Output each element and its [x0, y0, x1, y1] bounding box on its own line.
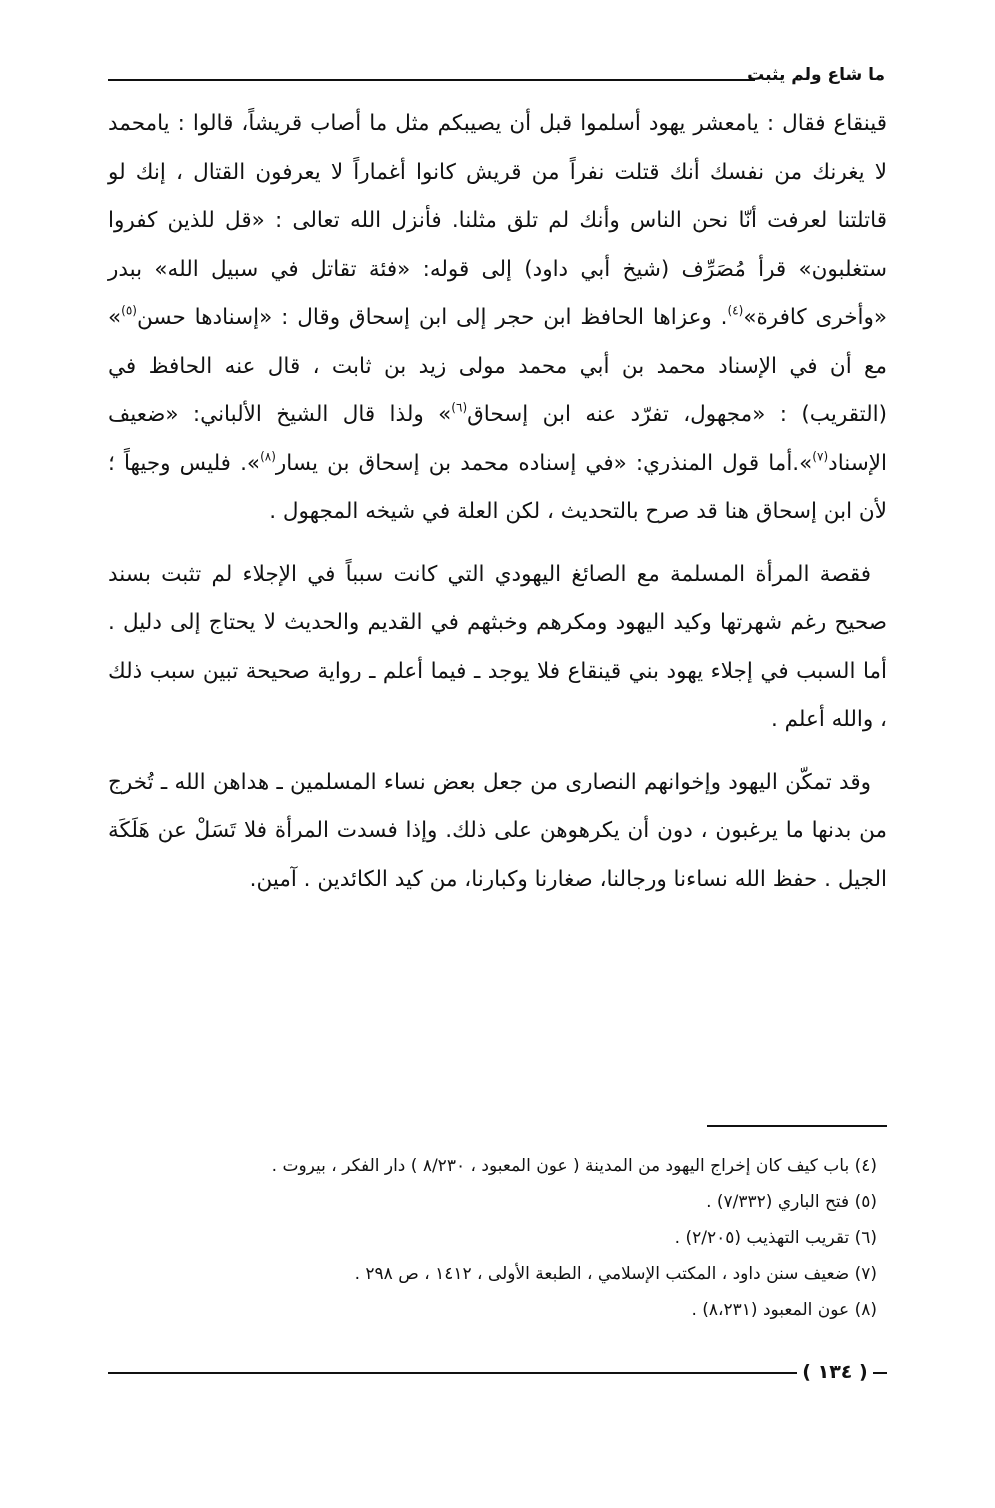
header-rule: [108, 79, 755, 81]
footer-rule-right: [873, 1372, 887, 1374]
footnote-ref-8[interactable]: (٨): [260, 448, 276, 463]
footnotes-list: [108, 1148, 877, 1328]
paragraph-2-text: فقصة المرأة المسلمة مع الصائغ اليهودي التي كانت سبباً في الإجلاء لم تثبت بسند صحيح رغم شهرتها وكيد اليهود ومكرهم وخبثهم في القديم والحديث لا يحتاج إلى دليل . أما السبب في إجلاء يهود بني قينقاع فلا يوجد ـ فيما أعلم ـ رواية صحيحة تبين سبب ذلك ، والله أعلم .: [108, 561, 887, 732]
paragraph-2: [108, 551, 887, 745]
footnote-separator: [707, 1125, 887, 1127]
footnote-6: (٦) تقريب التهذيب (٢/٢٠٥) .: [674, 1228, 877, 1248]
paragraph-3-text: وقد تمكّن اليهود وإخوانهم النصارى من جعل بعض نساء المسلمين ـ هداهن الله ـ تُخرج من بدنها ما يرغبون ، دون أن يكرهوهن على ذلك. وإذا فسدت المرأة فلا تَسَلْ عن هَلَكَة الجيل . حفظ الله نساءنا ورجالنا، صغارنا وكبارنا، من كيد الكائدين . آمين.: [108, 769, 887, 892]
paragraph-1-text-f: ». فليس وجيهاً ؛ لأن ابن إسحاق هنا قد صرح بالتحديث ، لكن العلة في شيخه المجهول .: [108, 450, 887, 524]
paragraph-1-text-e: ».أما قول المنذري: «في إسناده محمد بن إسحاق بن يسار: [275, 450, 813, 476]
footnote-ref-6[interactable]: (٦): [451, 400, 468, 415]
paragraph-1-text-c: » مع أن في الإسناد محمد بن أبي محمد مولى زيد بن ثابت ، قال عنه الحافظ في (التقريب) : «مجهول، تفرّد عنه ابن إسحاق: [108, 305, 887, 427]
paragraph-1-text-d: » ولذا قال الشيخ الألباني: «ضعيف الإسناد: [108, 402, 887, 476]
paragraph-1-text-a: قينقاع فقال : يامعشر يهود أسلموا قبل أن يصيبكم مثل ما أصاب قريشاً، قالوا : يامحمد لا يغرنك من نفسك أنك قتلت نفراً من قريش كانوا أغماراً لا يعرفون القتال ، إنك لو قاتلتنا لعرفت أنّا نحن الناس وأنك لم تلق مثلنا. فأنزل الله تعالى : «قل للذين كفروا ستغلبون» قرأ مُصَرِّف (شيخ أبي داود) إلى قوله: «فئة تقاتل في سبيل الله» ببدر «وأخرى كافرة»: [108, 111, 887, 330]
paragraph-1-text-b: . وعزاها الحافظ ابن حجر إلى ابن إسحاق وقال : «إسنادها حسن: [136, 305, 728, 330]
footnote-ref-4[interactable]: (٤): [727, 303, 744, 318]
footnote-8: (٨) عون المعبود (٨،٢٣١) .: [691, 1300, 877, 1320]
paragraph-3: [108, 759, 887, 905]
footnote-ref-5[interactable]: (٥): [121, 303, 137, 318]
footnote-ref-7[interactable]: (٧): [812, 448, 829, 463]
paragraph-1: [108, 100, 887, 537]
main-text: [108, 100, 887, 904]
footnote-5: (٥) فتح الباري (٧/٣٣٢) .: [706, 1192, 877, 1212]
running-header-title: ما شاع ولم يثبت: [747, 65, 885, 85]
footnote-4: (٤) باب كيف كان إخراج اليهود من المدينة ( عون المعبود ، ٨/٢٣٠ ) دار الفكر ، بيروت .: [271, 1156, 877, 1176]
footnote-7: (٧) ضعيف سنن داود ، المكتب الإسلامي ، الطبعة الأولى ، ١٤١٢ ، ص ٢٩٨ .: [354, 1264, 877, 1284]
footer-rule-left: [108, 1372, 797, 1374]
page-number: ( ١٣٤ ): [802, 1361, 868, 1383]
